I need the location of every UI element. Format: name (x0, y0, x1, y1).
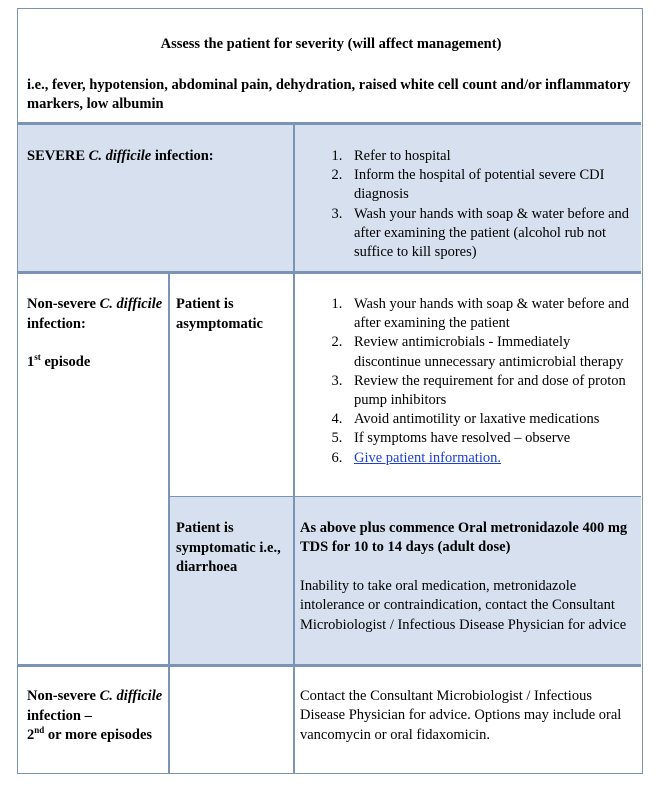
header-title: Assess the patient for severity (will affect management) (160, 36, 502, 52)
column-divider-sub (168, 272, 170, 773)
management-table (17, 8, 643, 774)
organism-name: C. difficile (99, 688, 163, 704)
header-description: i.e., fever, hypotension, abdominal pain, dehydration, raised white cell count and/or inflammatory markers, low albumin (27, 77, 631, 112)
asymptomatic-steps (300, 295, 635, 468)
list-item: 3. Review the requirement for and dose of proton pump inhibitors (346, 372, 635, 410)
second-episode-advice: Contact the Consultant Microbiologist / Infectious Disease Physician for advice. Options may include oral vancomycin or oral fidaxomicin. (300, 688, 622, 743)
divider-severe (18, 271, 641, 274)
patient-information-link[interactable]: Give patient information. (354, 449, 501, 466)
symptomatic-label: Patient is symptomatic i.e., diarrhoea (176, 520, 281, 575)
list-item: 1. Refer to hospital (346, 147, 635, 166)
list-item (346, 449, 635, 468)
divider-header (18, 122, 641, 125)
list-item: 1. Wash your hands with soap & water before and after examining the patient (346, 295, 635, 333)
list-item: 2. Inform the hospital of potential severe CDI diagnosis (346, 166, 635, 204)
symptomatic-treatment: As above plus commence Oral metronidazole 400 mg TDS for 10 to 14 days (adult dose) (300, 520, 628, 556)
list-item: 4. Avoid antimotility or laxative medications (346, 410, 635, 429)
symptomatic-advice: Inability to take oral medication, metronidazole intolerance or contraindication, contact the Consultant Microbiologist / Infectious Disease Physician for advice (300, 578, 627, 633)
asymptomatic-label: Patient is asymptomatic (176, 296, 263, 332)
non-severe-first-label: Non-severe C. difficile infection: (27, 296, 163, 332)
list-item: 5. If symptoms have resolved – observe (346, 429, 635, 448)
non-severe-second-label: Non-severe C. difficile infection – 2nd or more episodes (27, 688, 163, 743)
severe-label: SEVERE C. difficile infection: (27, 148, 214, 164)
list-item: 2. Review antimicrobials - Immediately discontinue unnecessary antimicrobial therapy (346, 333, 635, 371)
first-episode-label: 1st episode (27, 352, 91, 370)
divider-first-episode (18, 664, 641, 667)
divider-asymptomatic (169, 496, 641, 497)
column-divider-main (293, 123, 295, 773)
severe-steps (300, 147, 635, 262)
organism-name: C. difficile (99, 296, 163, 312)
list-item: 3. Wash your hands with soap & water before and after examining the patient (alcohol rub not suffice to kill spores) (346, 205, 635, 263)
organism-name: C. difficile (88, 148, 152, 164)
